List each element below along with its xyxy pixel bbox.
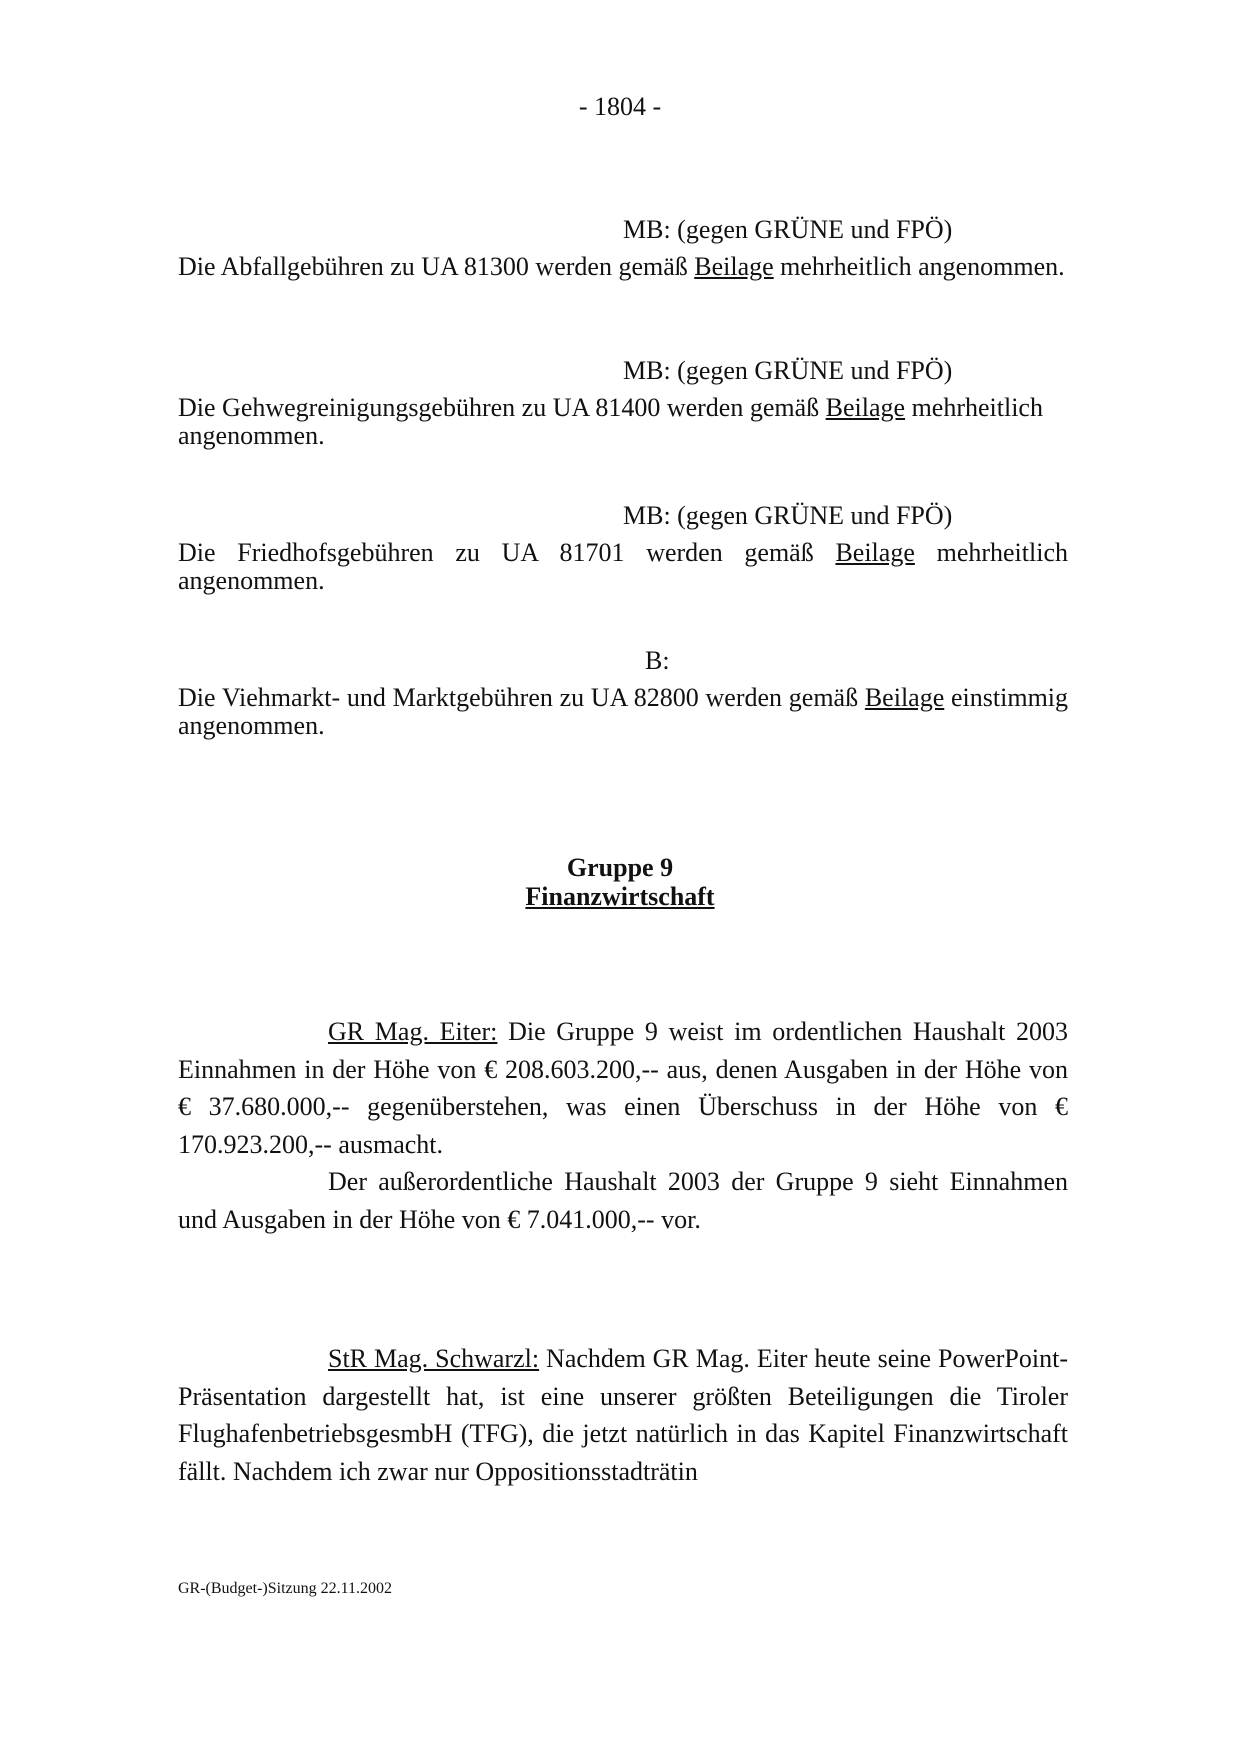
speaker-name: GR Mag. Eiter: bbox=[328, 1017, 498, 1046]
vote-label: B: bbox=[645, 646, 670, 675]
speech-schwarzl bbox=[178, 1340, 1068, 1490]
beilage-link[interactable]: Beilage bbox=[825, 393, 906, 422]
speech-eiter bbox=[178, 1013, 1068, 1238]
vote-label: MB: (gegen GRÜNE und FPÖ) bbox=[623, 356, 953, 385]
vote-text: Die Gehwegreinigungsgebühren zu UA 81400 werden gemäß Beilage mehrheitlich angenommen. bbox=[178, 393, 1043, 450]
vote-text: Die Viehmarkt- und Marktgebühren zu UA 82800 werden gemäß Beilage einstimmig angenommen. bbox=[178, 683, 1069, 740]
footer: GR-(Budget-)Sitzung 22.11.2002 bbox=[178, 1580, 393, 1597]
speech-paragraph: StR Mag. Schwarzl: Nachdem GR Mag. Eiter heute seine PowerPoint-Präsentation dargestellt hat, ist eine unserer größten Beteiligungen die Tiroler FlughafenbetriebsgesmbH (TFG), die jetzt natürlich in das Kapitel Finanzwirtschaft fällt. Nachdem ich zwar nur Oppositionsstadträtin bbox=[178, 1344, 1068, 1486]
section-subtitle: Finanzwirtschaft bbox=[525, 882, 715, 911]
vote-text: Die Abfallgebühren zu UA 81300 werden gemäß Beilage mehrheitlich angenommen. bbox=[178, 252, 1065, 281]
beilage-link[interactable]: Beilage bbox=[835, 538, 915, 567]
vote-text: Die Friedhofsgebühren zu UA 81701 werden gemäß Beilage mehrheitlich angenommen. bbox=[178, 538, 1068, 595]
beilage-link[interactable]: Beilage bbox=[694, 252, 774, 281]
beilage-link[interactable]: Beilage bbox=[864, 683, 945, 712]
page-number: - 1804 - bbox=[578, 92, 662, 121]
vote-label: MB: (gegen GRÜNE und FPÖ) bbox=[623, 501, 953, 530]
speech-paragraph: Der außerordentliche Haushalt 2003 der Gruppe 9 sieht Einnahmen und Ausgaben in der Höhe von € 7.041.000,-- vor. bbox=[178, 1167, 1068, 1234]
speech-paragraph: GR Mag. Eiter: Die Gruppe 9 weist im ordentlichen Haushalt 2003 Einnahmen in der Höhe von € 208.603.200,-- aus, denen Ausgaben in der Höhe von € 37.680.000,-- gegenüberstehen, was einen Überschuss in der Höhe von € 170.923.200,-- ausmacht. bbox=[178, 1017, 1069, 1159]
vote-label: MB: (gegen GRÜNE und FPÖ) bbox=[623, 215, 953, 244]
section-title: Gruppe 9 bbox=[566, 853, 674, 882]
speaker-name: StR Mag. Schwarzl: bbox=[328, 1344, 540, 1373]
